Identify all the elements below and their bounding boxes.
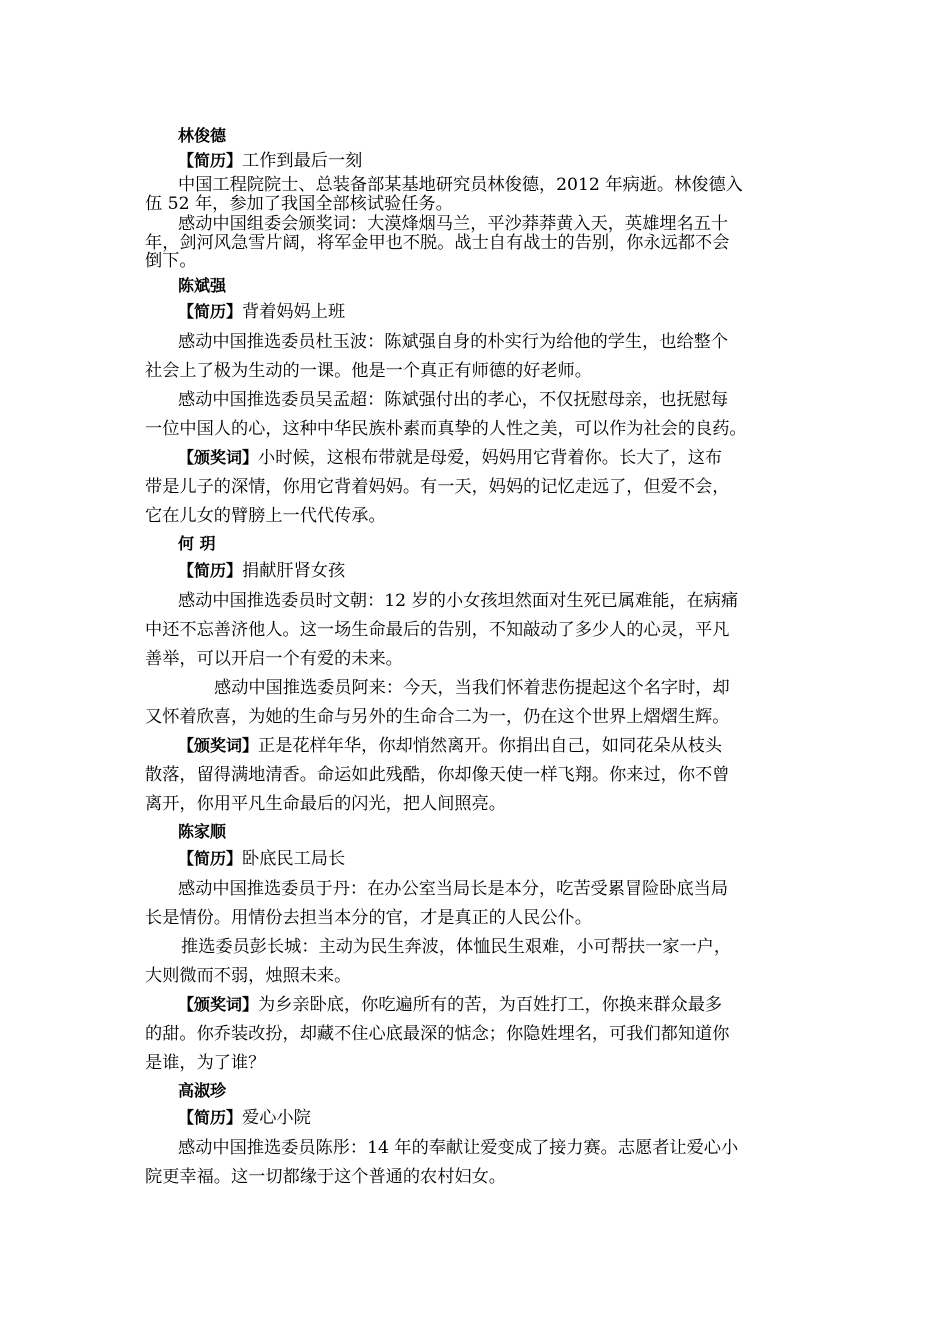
resume-line [178,150,848,172]
resume-subtitle: 工作到最后一刻 [242,151,363,171]
paragraph-line: 感动中国推选委员时文朝：12 岁的小女孩坦然面对生死已属难能，在病痛 [178,591,739,611]
paragraph-line: 伍 52 年，参加了我国全部核试验任务。 [145,194,453,214]
award-line: 【颁奖词】为乡亲卧底，你吃遍所有的苦，为百姓打工，你换来群众最多 [178,995,723,1015]
award-tag: 【颁奖词】 [178,995,259,1014]
section-name-chen-jiashun: 陈家顺 [178,822,227,841]
resume-subtitle: 爱心小院 [242,1108,311,1128]
paragraph-line: 感动中国推选委员陈彤：14 年的奉献让爱变成了接力赛。志愿者让爱心小 [178,1138,739,1158]
paragraph-line: 离开，你用平凡生命最后的闪光，把人间照亮。 [145,794,506,814]
paragraph-line: 长是情份。用情份去担当本分的官，才是真正的人民公仆。 [145,908,592,928]
paragraph-line: 年，剑河风急雪片阔，将军金甲也不脱。战士自有战士的告别，你永远都不会 [145,233,730,253]
section-name-lin-junde: 林俊德 [178,126,227,145]
paragraph-line: 中还不忘善济他人。这一场生命最后的告别，不知敲动了多少人的心灵，平凡 [145,620,730,640]
section-name-gao-shuzhen: 高淑珍 [178,1081,227,1100]
resume-subtitle: 背着妈妈上班 [242,302,346,322]
award-tag: 【颁奖词】 [178,448,259,467]
resume-line [178,301,848,323]
award-tag: 【颁奖词】 [178,736,259,755]
award-line: 【颁奖词】正是花样年华，你却悄然离开。你捐出自己，如同花朵从枝头 [178,736,723,756]
award-line: 【颁奖词】小时候，这根布带就是母爱，妈妈用它背着你。长大了，这布 [178,448,723,468]
resume-line [178,1107,848,1129]
paragraph-line: 感动中国推选委员于丹：在办公室当局长是本分，吃苦受累冒险卧底当局 [178,879,729,899]
paragraph-line: 感动中国推选委员杜玉波：陈斌强自身的朴实行为给他的学生，也给整个 [178,332,729,352]
paragraph-line: 感动中国组委会颁奖词：大漠烽烟马兰，平沙莽莽黄入天，英雄埋名五十 [178,214,729,234]
resume-tag: 【简历】 [178,302,243,321]
resume-tag: 【简历】 [178,1108,243,1127]
paragraph-line: 又怀着欣喜，为她的生命与另外的生命合二为一，仍在这个世界上熠熠生辉。 [145,707,730,727]
paragraph-line: 感动中国推选委员阿来：今天，当我们怀着悲伤提起这个名字时，却 [214,678,730,698]
resume-line [178,848,848,870]
resume-subtitle: 捐献肝肾女孩 [242,561,346,581]
paragraph-line: 散落，留得满地清香。命运如此残酷，你却像天使一样飞翔。你来过，你不曾 [145,765,730,785]
section-name-chen-binqiang: 陈斌强 [178,276,227,295]
paragraph-line: 善举，可以开启一个有爱的未来。 [145,649,403,669]
paragraph-line: 是谁，为了谁？ [145,1053,266,1073]
paragraph-line: 中国工程院院士、总装备部某基地研究员林俊德，2012 年病逝。林俊德入 [178,175,743,195]
resume-subtitle: 卧底民工局长 [242,849,346,869]
paragraph-line: 它在儿女的臂膀上一代代传承。 [145,506,386,526]
paragraph-line: 的甜。你乔装改扮，却藏不住心底最深的惦念；你隐姓埋名，可我们都知道你 [145,1024,730,1044]
paragraph-line: 一位中国人的心，这种中华民族朴素而真挚的人性之美，可以作为社会的良药。 [145,419,747,439]
resume-line [178,560,848,582]
paragraph-line: 感动中国推选委员吴孟超：陈斌强付出的孝心，不仅抚慰母亲，也抚慰每 [178,390,729,410]
resume-tag: 【简历】 [178,849,243,868]
section-name-he-yue: 何 玥 [178,534,216,553]
paragraph-line: 社会上了极为生动的一课。他是一个真正有师德的好老师。 [145,361,592,381]
resume-tag: 【简历】 [178,561,243,580]
paragraph-line: 大则微而不弱，烛照未来。 [145,966,352,986]
resume-tag: 【简历】 [178,151,243,170]
paragraph-line: 推选委员彭长城：主动为民生奔波，体恤民生艰难，小可帮扶一家一户， [181,937,732,957]
paragraph-line: 带是儿子的深情，你用它背着妈妈。有一天，妈妈的记忆走远了，但爱不会， [145,477,730,497]
paragraph-line: 倒下。 [145,251,197,271]
paragraph-line: 院更幸福。这一切都缘于这个普通的农村妇女。 [145,1167,506,1187]
